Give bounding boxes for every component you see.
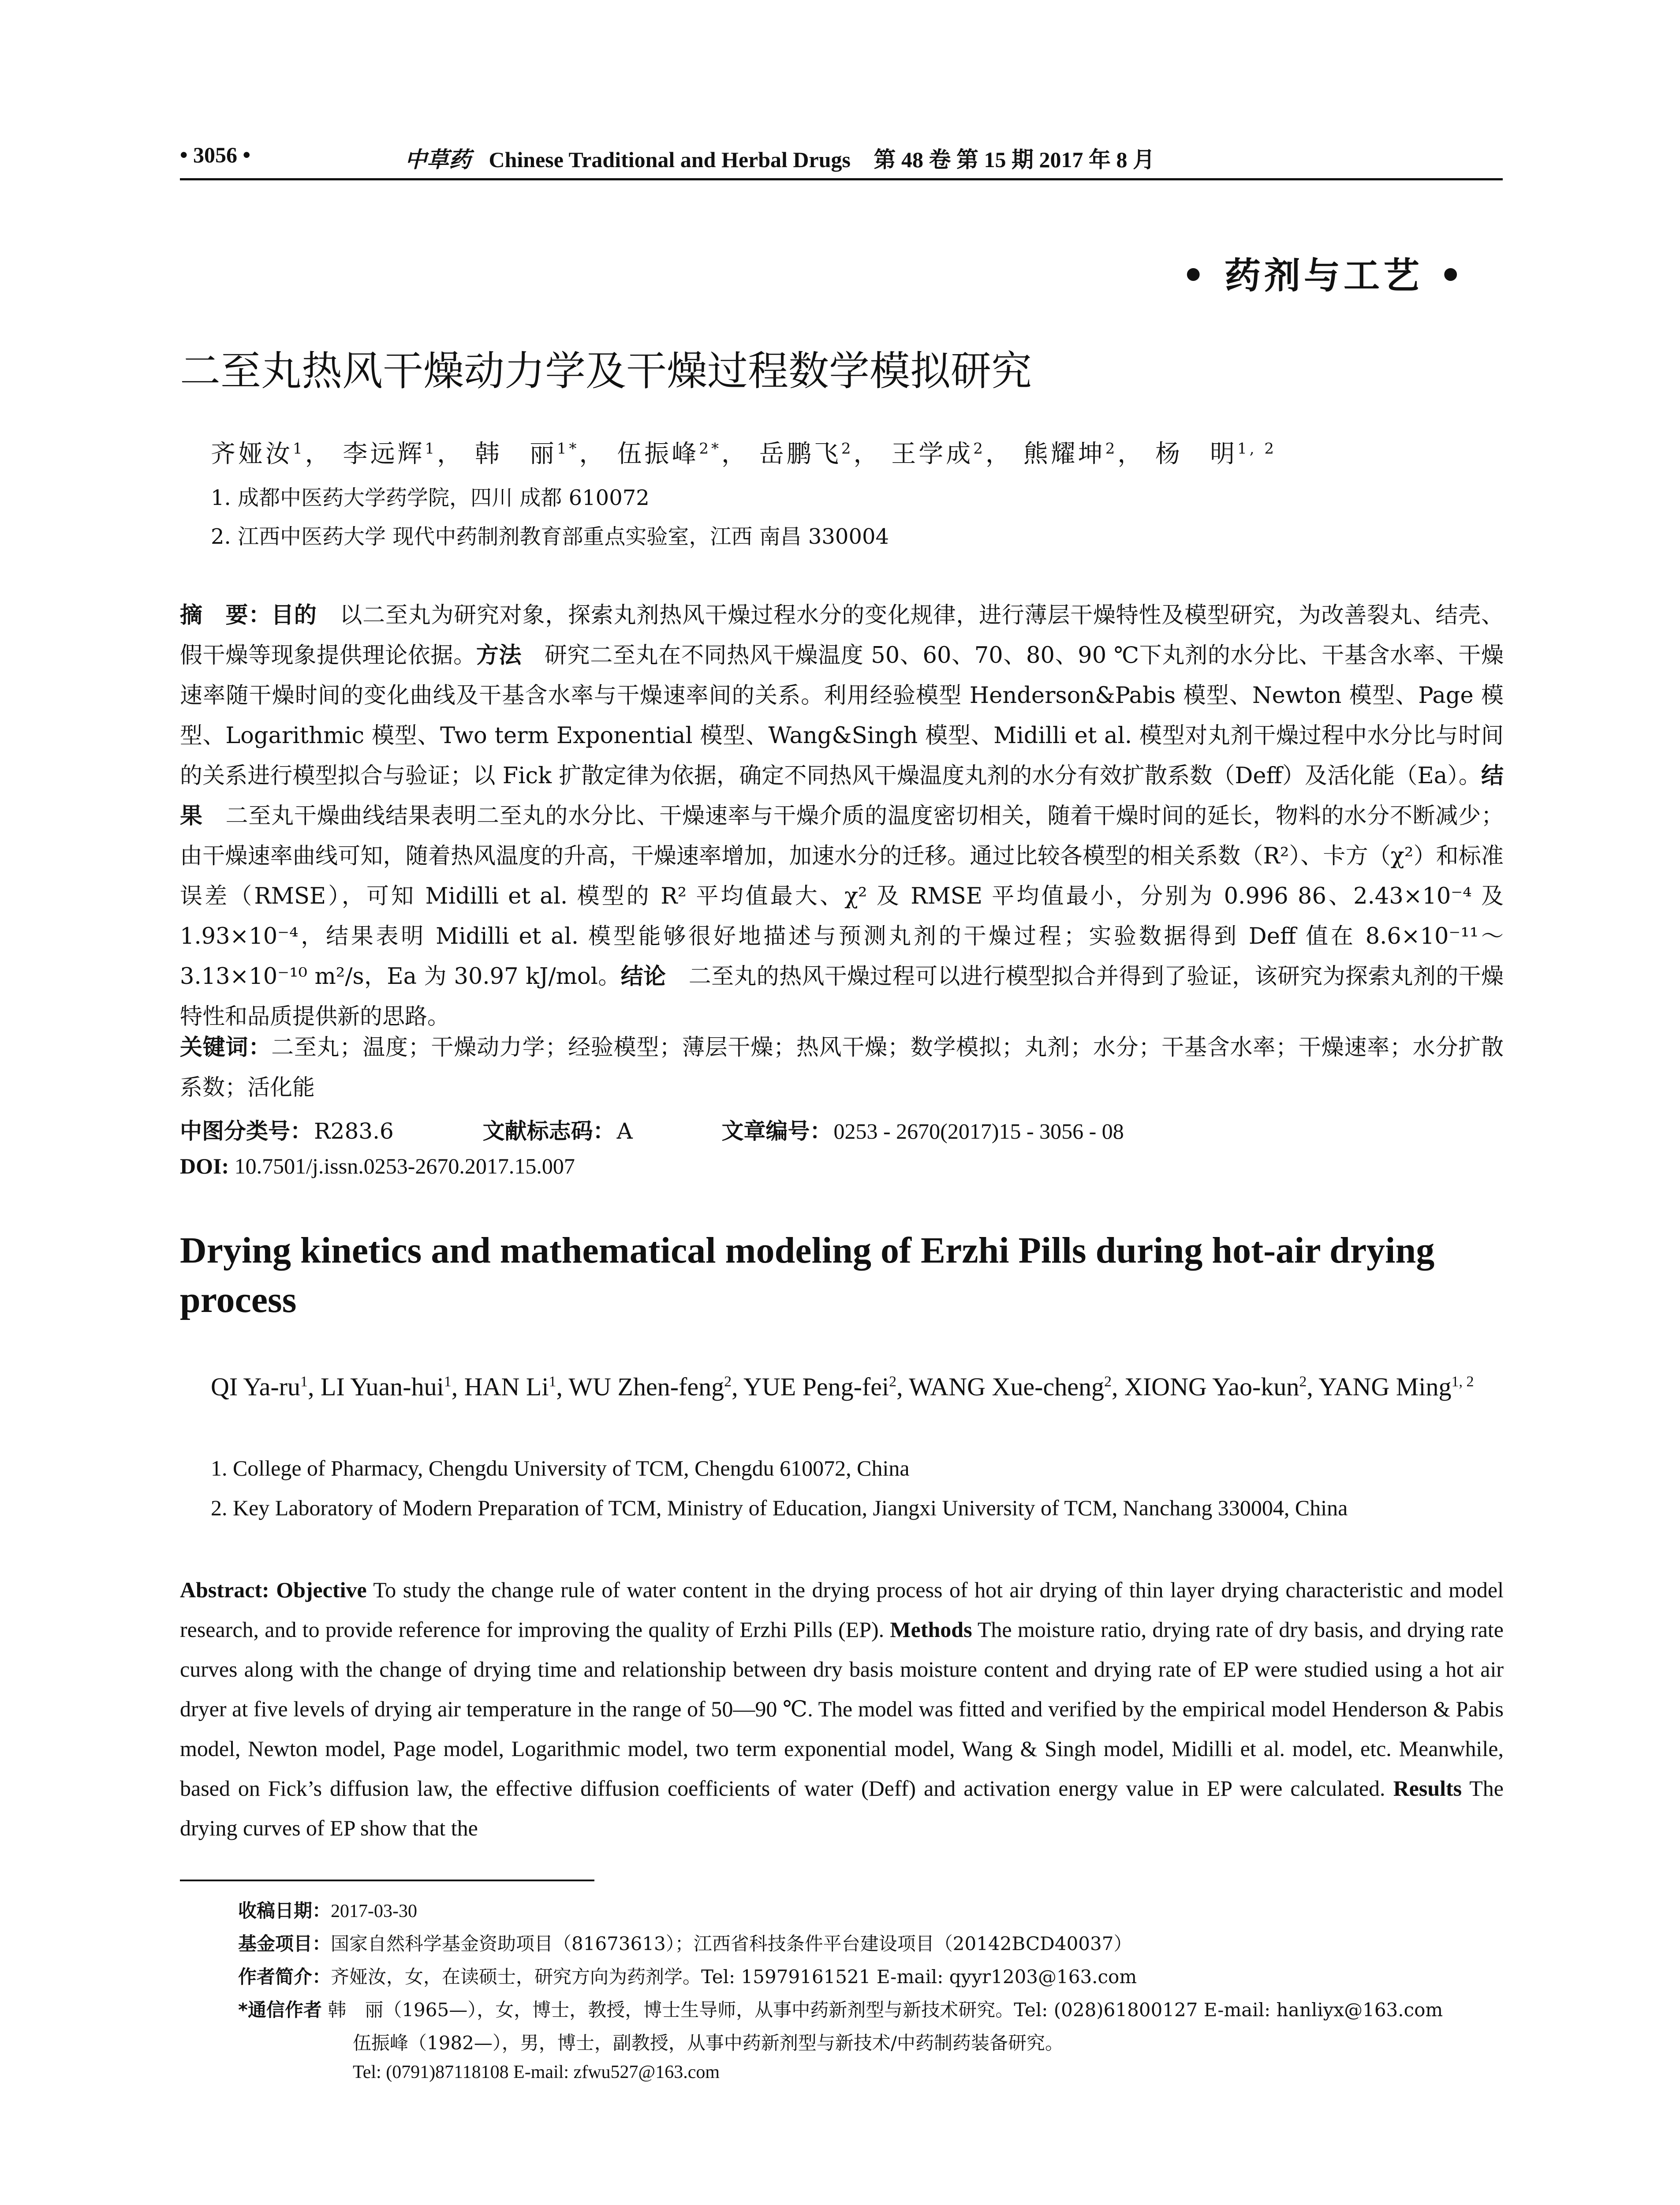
- author-en: WANG Xue-cheng$^2$: [909, 1372, 1112, 1401]
- affiliation-en-1: 1. College of Pharmacy, Chengdu University of TCM, Chengdu 610072, China: [211, 1456, 910, 1480]
- doi-line: [180, 1153, 575, 1179]
- abstract-cn: [180, 595, 1504, 1037]
- results-en-label: Results: [1393, 1776, 1462, 1801]
- article-number-label: 文章编号：: [721, 1118, 832, 1144]
- keywords-text: 二至丸；温度；干燥动力学；经验模型；薄层干燥；热风干燥；数学模拟；丸剂；水分；干基含水率；干燥速率；水分扩散系数；活化能: [180, 1035, 1504, 1101]
- title-cn: 二至丸热风干燥动力学及干燥过程数学模拟研究: [180, 348, 1032, 395]
- footnote-corresponding-contact: Tel: (0791)87118108 E-mail: zfwu527@163.com: [353, 2062, 720, 2082]
- classification-line: [180, 1114, 1124, 1145]
- author-cn: 齐娅汝$^1$: [211, 440, 305, 468]
- running-header: [180, 140, 1503, 180]
- results-en-text: The drying curves of EP show that the: [180, 1776, 1504, 1840]
- author-en: LI Yuan-hui$^1$: [321, 1372, 452, 1401]
- issue-info: 第 48 卷 第 15 期 2017 年 8 月: [874, 147, 1155, 172]
- authors-en: QI $Ya-ru^1$, LI Yuan-hui$^1$, HAN Li$^1$, WU Zhen-feng$^2$, YUE Peng-fei$^2$, WANG Xue-cheng$^2$, XIONG Yao-kun$^2$, YANG Ming$^{1, 2}$: [211, 1372, 1474, 1401]
- results-label: 结果: [180, 763, 1504, 829]
- author-en: XIONG Yao-kun$^2$: [1124, 1372, 1307, 1401]
- conclusion-label: 结论: [620, 964, 666, 990]
- author-cn: 岳鹏飞$^2$: [759, 440, 854, 468]
- objective-text: 以二至丸为研究对象，探索丸剂热风干燥过程水分的变化规律，进行薄层干燥特性及模型研究，为改善裂丸、结壳、假干燥等现象提供理论依据。: [180, 602, 1504, 669]
- doc-code-value: A: [616, 1118, 633, 1144]
- abstract-en: [180, 1570, 1504, 1848]
- title-en: Drying kinetics and mathematical modeling of Erzhi Pills during hot-air drying process: [180, 1230, 1435, 1320]
- authors-cn: 齐娅汝$^1$， 李远辉$^1$， 韩 丽$^{1*}$， 伍振峰$^{2*}$， 岳鹏飞$^2$， 王学成$^2$， 熊耀坤$^2$， 杨 明$^{1, 2}$: [211, 440, 1277, 468]
- author-cn: 伍振峰$^{2*}$: [617, 440, 721, 468]
- clc-label: 中图分类号：: [180, 1118, 312, 1144]
- methods-en-text: The moisture ratio, drying rate of dry basis, and drying rate curves along with the change of drying time and relationship between dry basis moisture content and drying rate of EP were studied using a hot air dryer at five levels of drying air temperature in the range of 50—90 ℃. The model was fitted and verified by the empirical model Henderson & Pabis model, Newton model, Page model, Logarithmic model, two term exponential model, Wang & Singh model, Midilli et al. model, etc. Meanwhile, based on Fick’s diffusion law, the effective diffusion coefficients of water (Deff) and activation energy value in EP were calculated.: [180, 1617, 1504, 1801]
- journal-name-cn: 中草药: [405, 147, 471, 172]
- keywords-cn: [180, 1028, 1504, 1108]
- footnote-corresponding-2: 伍振峰（1982—），男，博士，副教授，从事中药新剂型与新技术/中药制药装备研究。: [353, 2032, 1064, 2054]
- objective-label: 目的: [271, 602, 317, 628]
- author-en: WU Zhen-feng$^2$: [568, 1372, 732, 1401]
- footnote-funding: 基金项目：国家自然科学基金资助项目（81673613）；江西省科技条件平台建设项目（20142BCD40037）: [238, 1933, 1132, 1955]
- author-cn: 王学成$^2$: [891, 440, 986, 468]
- doi-value: 10.7501/j.issn.0253-2670.2017.15.007: [229, 1154, 575, 1178]
- keywords-label: 关键词：: [180, 1035, 272, 1061]
- objective-en-label: Objective: [276, 1577, 367, 1602]
- journal-line: [405, 142, 1155, 174]
- doi-label: DOI:: [180, 1154, 229, 1178]
- author-en: YANG Ming$^{1, 2}$: [1318, 1372, 1474, 1401]
- author-en: QI $Ya-ru^1$: [211, 1372, 308, 1401]
- journal-name-en: Chinese Traditional and Herbal Drugs: [489, 147, 851, 172]
- abstract-en-label: Abstract:: [180, 1577, 269, 1602]
- author-cn: 杨 明$^{1, 2}$: [1155, 440, 1277, 468]
- doc-code-label: 文献标志码：: [482, 1118, 615, 1144]
- article-number-value: 0253 - 2670(2017)15 - 3056 - 08: [833, 1119, 1124, 1144]
- footnote-author-bio: 作者简介：齐娅汝，女，在读硕士，研究方向为药剂学。Tel: 15979161521 E-mail: qyyr1203@163.com: [238, 1966, 1137, 1988]
- section-tag: • 药剂与工艺 •: [1182, 254, 1466, 297]
- affiliation-en-2: 2. Key Laboratory of Modern Preparation of TCM, Ministry of Education, Jiangxi University of TCM, Nanchang 330004, China: [211, 1495, 1348, 1520]
- page-number: • 3056 •: [180, 142, 251, 167]
- methods-en-label: Methods: [890, 1617, 972, 1642]
- affiliation-cn-2: 2. 江西中医药大学 现代中药制剂教育部重点实验室，江西 南昌 330004: [211, 524, 889, 549]
- results-text: 二至丸干燥曲线结果表明二至丸的水分比、干燥速率与干燥介质的温度密切相关，随着干燥时间的延长，物料的水分不断减少；由干燥速率曲线可知，随着热风温度的升高，干燥速率增加，加速水分的迁移。通过比较各模型的相关系数（R²）、卡方（χ²）和标准误差（RMSE），可知 Midilli et al. 模型的 R² 平均值最大、χ² 及 RMSE 平均值最小，分别为 0.996 86、2.43×10⁻⁴ 及 1.93×10⁻⁴，结果表明 Midilli et al. 模型能够很好地描述与预测丸剂的干燥过程；实验数据得到 Deff 值在 8.6×10⁻¹¹～3.13×10⁻¹⁰ m²/s，Ea 为 30.97 kJ/mol。: [180, 803, 1504, 990]
- conclusion-text: 二至丸的热风干燥过程可以进行模型拟合并得到了验证，该研究为探索丸剂的干燥特性和品质提供新的思路。: [180, 964, 1504, 1030]
- methods-text: 研究二至丸在不同热风干燥温度 50、60、70、80、90 ℃下丸剂的水分比、干基含水率、干燥速率随干燥时间的变化曲线及干基含水率与干燥速率间的关系。利用经验模型 Henderson&Pabis 模型、Newton 模型、Page 模型、Logarithmic 模型、Two term Exponential 模型、Wang&Singh 模型、Midilli et al. 模型对丸剂干燥过程中水分比与时间的关系进行模型拟合与验证；以 Fick 扩散定律为依据，确定不同热风干燥温度丸剂的水分有效扩散系数（Deff）及活化能（Ea）。: [180, 643, 1504, 789]
- footnote-corresponding: *通信作者 韩 丽（1965—），女，博士，教授，博士生导师，从事中药新剂型与新技术研究。Tel: (028)61800127 E-mail: hanliyx@163.com: [238, 1999, 1443, 2021]
- footnote-divider: [180, 1880, 594, 1881]
- author-cn: 熊耀坤$^2$: [1023, 440, 1118, 468]
- clc-value: R283.6: [314, 1118, 394, 1144]
- author-cn: 李远辉$^1$: [343, 440, 437, 468]
- methods-label: 方法: [476, 643, 522, 669]
- author-en: HAN Li$^1$: [464, 1372, 556, 1401]
- abstract-cn-label: 摘 要：: [180, 602, 272, 628]
- author-cn: 韩 丽$^{1*}$: [474, 440, 579, 468]
- author-en: YUE Peng-fei$^2$: [743, 1372, 897, 1401]
- footnote-received: 收稿日期：2017-03-30: [238, 1900, 417, 1921]
- objective-en-text: To study the change rule of water content in the drying process of hot air drying of thin layer drying characteristic and model research, and to provide reference for improving the quality of Erzhi Pills (EP).: [180, 1577, 1504, 1642]
- affiliation-cn-1: 1. 成都中医药大学药学院，四川 成都 610072: [211, 486, 650, 510]
